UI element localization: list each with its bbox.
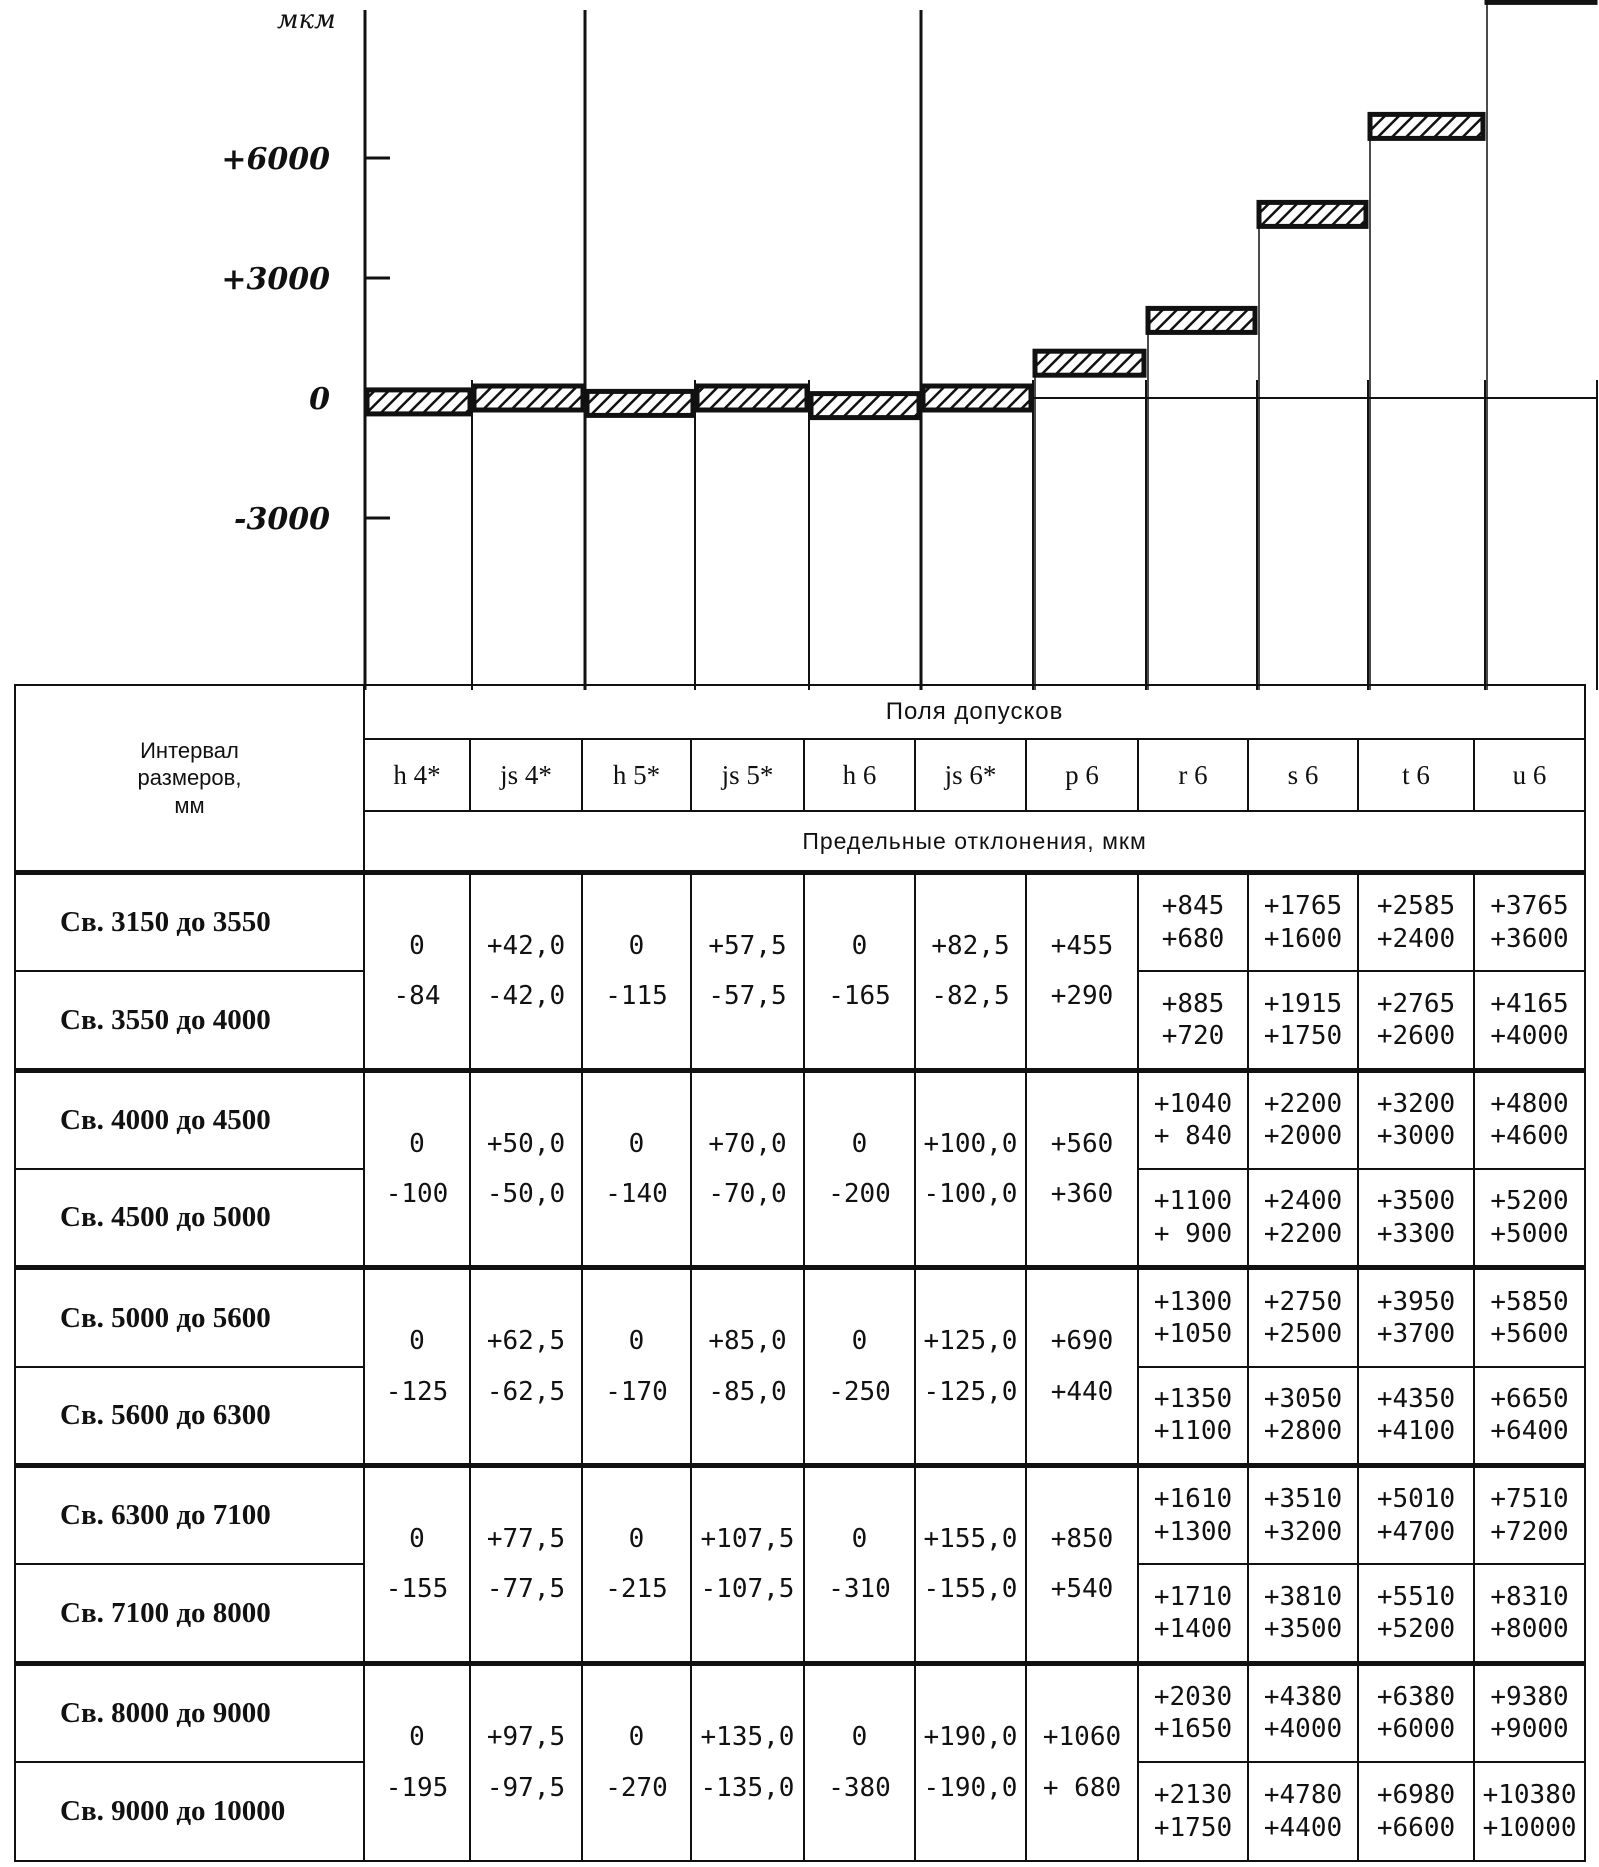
table-row [15, 873, 1585, 972]
lower-deviation: +7200 [1490, 1516, 1569, 1547]
upper-deviation: +1300 [1153, 1286, 1233, 1317]
deviation-cell [364, 1663, 470, 1861]
deviation-cell [1474, 1663, 1585, 1762]
deviation-cell [1358, 873, 1474, 972]
upper-deviation: +2765 [1376, 988, 1456, 1019]
deviation-cell [364, 1268, 470, 1466]
size-interval-cell: Св. 5600 до 6300 [15, 1367, 364, 1466]
tolerance-bar-u6 [1487, 0, 1595, 2]
deviation-cell [364, 873, 470, 1071]
upper-deviation: +1610 [1153, 1484, 1233, 1515]
upper-deviation: +190,0 [923, 1722, 1018, 1753]
deviation-cell [691, 1663, 804, 1861]
upper-deviation: 0 [409, 1128, 425, 1159]
lower-deviation: -77,5 [486, 1574, 566, 1605]
lower-deviation: +5200 [1376, 1614, 1456, 1645]
size-interval-cell: Св. 3550 до 4000 [15, 971, 364, 1070]
upper-deviation: +1915 [1263, 988, 1343, 1019]
tolerance-bar-h6 [811, 394, 919, 418]
upper-deviation: +125,0 [923, 1326, 1018, 1357]
lower-deviation: +1100 [1153, 1416, 1233, 1447]
upper-deviation: +50,0 [486, 1128, 566, 1159]
lower-deviation: +2000 [1263, 1121, 1343, 1152]
upper-deviation: +6980 [1376, 1780, 1456, 1811]
deviation-cell [1026, 1070, 1138, 1268]
deviation-cell [804, 1466, 915, 1664]
column-header-js6: js 6* [915, 739, 1026, 811]
deviation-cell [582, 1663, 691, 1861]
tolerance-bars [367, 0, 1595, 690]
interval-header-line: размеров, [137, 765, 242, 791]
lower-deviation: -140 [605, 1179, 668, 1210]
lower-deviation: -200 [828, 1179, 891, 1210]
upper-deviation: +1060 [1042, 1722, 1122, 1753]
column-header-s6: s 6 [1248, 739, 1358, 811]
deviation-cell [1138, 1564, 1248, 1663]
upper-deviation: +455 [1050, 930, 1114, 961]
deviation-cell [470, 1070, 582, 1268]
upper-deviation: 0 [628, 1523, 645, 1554]
lower-deviation: +2400 [1376, 923, 1456, 954]
deviation-cell [1358, 1564, 1474, 1663]
deviation-cell [1358, 1070, 1474, 1169]
size-interval-cell: Св. 3150 до 3550 [15, 873, 364, 972]
deviation-cell [691, 1466, 804, 1664]
interval-header-line: мм [174, 792, 205, 818]
upper-deviation: +3950 [1376, 1286, 1456, 1317]
lower-deviation: -310 [828, 1574, 891, 1605]
y-tick-label: 0 [309, 382, 330, 417]
deviation-cell [1138, 971, 1248, 1070]
lower-deviation: -135,0 [700, 1772, 795, 1803]
upper-deviation: +5200 [1490, 1186, 1569, 1217]
upper-deviation: 0 [851, 1128, 868, 1159]
deviation-cell [1358, 1663, 1474, 1762]
deviation-cell [1248, 1466, 1358, 1565]
lower-deviation: +2600 [1376, 1021, 1456, 1052]
lower-deviation: -85,0 [708, 1376, 787, 1407]
upper-deviation: +3510 [1263, 1484, 1343, 1515]
deviation-cell [1358, 971, 1474, 1070]
upper-deviation: +3765 [1490, 891, 1569, 922]
deviation-cell [364, 1070, 470, 1268]
lower-deviation: +1750 [1153, 1812, 1233, 1843]
deviation-cell [582, 873, 691, 1071]
upper-deviation: +5850 [1490, 1286, 1569, 1317]
deviation-cell [582, 1466, 691, 1664]
lower-deviation: +6000 [1376, 1714, 1456, 1745]
deviation-cell [1248, 1367, 1358, 1466]
tolerance-table [14, 684, 1586, 1862]
tolerance-bar-js4 [474, 386, 583, 410]
upper-deviation: 0 [409, 1722, 425, 1753]
lower-deviation: -155 [385, 1574, 449, 1605]
upper-deviation: +4350 [1376, 1383, 1456, 1414]
upper-deviation: +1710 [1153, 1581, 1233, 1612]
lower-deviation: +290 [1050, 981, 1114, 1012]
deviation-cell [1138, 1169, 1248, 1268]
table-row [15, 1466, 1585, 1565]
upper-deviation: 0 [628, 930, 645, 961]
column-header-h4: h 4* [364, 739, 470, 811]
lower-deviation: +3500 [1263, 1614, 1343, 1645]
lower-deviation: +9000 [1490, 1714, 1569, 1745]
lower-deviation: -70,0 [708, 1179, 787, 1210]
tolerance-bar-h4 [367, 390, 470, 414]
lower-deviation: +4000 [1490, 1021, 1569, 1052]
upper-deviation: +82,5 [931, 930, 1010, 961]
y-tick-label: +3000 [221, 262, 330, 297]
lower-deviation: +3700 [1376, 1319, 1456, 1350]
upper-deviation: +6650 [1490, 1383, 1569, 1414]
upper-deviation: 0 [851, 930, 868, 961]
lower-deviation: +8000 [1490, 1614, 1569, 1645]
deviation-cell [691, 1070, 804, 1268]
lower-deviation: +5000 [1490, 1218, 1569, 1249]
size-interval-cell: Св. 8000 до 9000 [15, 1663, 364, 1762]
tolerance-bar-js5 [697, 386, 807, 410]
lower-deviation: -42,0 [486, 981, 566, 1012]
deviation-cell [1358, 1466, 1474, 1565]
tolerance-bar-h5 [587, 391, 693, 415]
lower-deviation: -97,5 [486, 1772, 566, 1803]
deviation-cell [915, 1663, 1026, 1861]
deviation-cell [1358, 1367, 1474, 1466]
lower-deviation: -100 [385, 1179, 449, 1210]
upper-deviation: +3810 [1263, 1581, 1343, 1612]
upper-deviation: 0 [851, 1523, 868, 1554]
upper-deviation: +1350 [1153, 1383, 1233, 1414]
deviation-cell [1138, 1367, 1248, 1466]
upper-deviation: +97,5 [486, 1722, 566, 1753]
tolerance-bar-js6 [923, 386, 1031, 410]
lower-deviation: -170 [605, 1376, 668, 1407]
lower-deviation: -250 [828, 1376, 891, 1407]
deviation-cell [915, 1268, 1026, 1466]
tolerance-fields-header: Поля допусков [364, 685, 1585, 739]
upper-deviation: 0 [628, 1326, 645, 1357]
deviation-cell [1358, 1762, 1474, 1861]
upper-deviation: +8310 [1490, 1581, 1569, 1612]
interval-header [15, 685, 364, 873]
column-header-h5: h 5* [582, 739, 691, 811]
lower-deviation: +1050 [1153, 1319, 1233, 1350]
lower-deviation: -125 [385, 1376, 449, 1407]
lower-deviation: +1600 [1263, 923, 1343, 954]
deviation-cell [1474, 1268, 1585, 1367]
lower-deviation: +6400 [1490, 1416, 1569, 1447]
size-interval-cell: Св. 6300 до 7100 [15, 1466, 364, 1565]
deviation-cell [1358, 1268, 1474, 1367]
lower-deviation: +2800 [1263, 1416, 1343, 1447]
lower-deviation: +1400 [1153, 1614, 1233, 1645]
deviation-cell [915, 873, 1026, 1071]
tolerance-field-chart [0, 0, 1599, 690]
upper-deviation: +1765 [1263, 891, 1343, 922]
lower-deviation: -380 [828, 1772, 891, 1803]
upper-deviation: 0 [851, 1722, 868, 1753]
upper-deviation: +690 [1050, 1326, 1114, 1357]
column-header-t6: t 6 [1358, 739, 1474, 811]
deviation-cell [1248, 1169, 1358, 1268]
deviation-cell [1358, 1169, 1474, 1268]
upper-deviation: +2130 [1153, 1780, 1233, 1811]
column-header-u6: u 6 [1474, 739, 1585, 811]
upper-deviation: +5010 [1376, 1484, 1456, 1515]
deviation-cell [691, 873, 804, 1071]
lower-deviation: +720 [1161, 1021, 1225, 1052]
lower-deviation: +3000 [1376, 1121, 1456, 1152]
deviation-cell [582, 1070, 691, 1268]
lower-deviation: +3200 [1263, 1516, 1343, 1547]
tolerance-bar-t6 [1370, 114, 1483, 138]
deviation-cell [1248, 873, 1358, 972]
lower-deviation: +5600 [1490, 1319, 1569, 1350]
deviation-cell [1026, 1663, 1138, 1861]
upper-deviation: +9380 [1490, 1681, 1569, 1712]
deviation-cell [804, 873, 915, 1071]
tolerance-bar-r6 [1148, 308, 1255, 332]
upper-deviation: +3200 [1376, 1088, 1456, 1119]
tolerance-bar-p6 [1035, 351, 1144, 375]
size-interval-cell: Св. 4000 до 4500 [15, 1070, 364, 1169]
lower-deviation: -215 [605, 1574, 668, 1605]
deviation-cell [1248, 1663, 1358, 1762]
deviation-cell [470, 1663, 582, 1861]
upper-deviation: +560 [1050, 1128, 1114, 1159]
upper-deviation: +4165 [1490, 988, 1569, 1019]
deviation-cell [1474, 1564, 1585, 1663]
size-interval-cell: Св. 7100 до 8000 [15, 1564, 364, 1663]
upper-deviation: +107,5 [700, 1523, 795, 1554]
lower-deviation: -82,5 [931, 981, 1010, 1012]
upper-deviation: +4780 [1263, 1780, 1343, 1811]
upper-deviation: +77,5 [486, 1523, 566, 1554]
interval-header-line: Интервал [140, 737, 239, 763]
lower-deviation: +4700 [1376, 1516, 1456, 1547]
lower-deviation: +6600 [1376, 1812, 1456, 1843]
upper-deviation: +4800 [1490, 1088, 1569, 1119]
table-row [15, 1268, 1585, 1367]
deviation-cell [1138, 1466, 1248, 1565]
size-interval-cell: Св. 9000 до 10000 [15, 1762, 364, 1861]
upper-deviation: +70,0 [708, 1128, 787, 1159]
upper-deviation: +2400 [1263, 1186, 1343, 1217]
y-tick-label: +6000 [221, 142, 330, 177]
lower-deviation: -165 [828, 981, 891, 1012]
deviation-cell [1474, 1762, 1585, 1861]
y-tick-label: -3000 [234, 502, 330, 537]
upper-deviation: +85,0 [708, 1326, 787, 1357]
lower-deviation: +360 [1050, 1179, 1114, 1210]
lower-deviation: + 840 [1153, 1121, 1233, 1152]
column-header-r6: r 6 [1138, 739, 1248, 811]
upper-deviation: +1100 [1153, 1186, 1233, 1217]
lower-deviation: +440 [1050, 1376, 1114, 1407]
deviation-cell [364, 1466, 470, 1664]
lower-deviation: +2500 [1263, 1319, 1343, 1350]
upper-deviation: +62,5 [486, 1326, 566, 1357]
upper-deviation: +6380 [1376, 1681, 1456, 1712]
upper-deviation: +4380 [1263, 1681, 1343, 1712]
upper-deviation: 0 [409, 1523, 425, 1554]
deviation-cell [915, 1070, 1026, 1268]
upper-deviation: +42,0 [486, 930, 566, 961]
deviation-cell [1138, 1762, 1248, 1861]
deviation-cell [1248, 1762, 1358, 1861]
lower-deviation: + 900 [1153, 1218, 1233, 1249]
tolerance-bar-s6 [1259, 202, 1366, 226]
upper-deviation: +2585 [1376, 891, 1456, 922]
size-interval-cell: Св. 5000 до 5600 [15, 1268, 364, 1367]
upper-deviation: +2030 [1153, 1681, 1233, 1712]
column-header-p6: p 6 [1026, 739, 1138, 811]
deviation-cell [1138, 1268, 1248, 1367]
deviation-cell [1474, 1070, 1585, 1169]
deviation-cell [1138, 1663, 1248, 1762]
deviation-cell [1026, 1466, 1138, 1664]
deviation-cell [470, 1268, 582, 1466]
upper-deviation: 0 [851, 1326, 868, 1357]
lower-deviation: -195 [385, 1772, 449, 1803]
column-header-js5: js 5* [691, 739, 804, 811]
lower-deviation: -57,5 [708, 981, 787, 1012]
upper-deviation: 0 [409, 1326, 425, 1357]
lower-deviation: -115 [605, 981, 668, 1012]
deviation-cell [804, 1663, 915, 1861]
upper-deviation: +7510 [1490, 1484, 1569, 1515]
y-axis-unit-label: мкм [277, 5, 336, 35]
deviation-cell [915, 1466, 1026, 1664]
lower-deviation: -125,0 [923, 1376, 1018, 1407]
table-row [15, 1663, 1585, 1762]
upper-deviation: +5510 [1376, 1581, 1456, 1612]
upper-deviation: +2200 [1263, 1088, 1343, 1119]
lower-deviation: -84 [393, 981, 441, 1012]
upper-deviation: +3050 [1263, 1383, 1343, 1414]
lower-deviation: -62,5 [486, 1376, 566, 1407]
lower-deviation: +3300 [1376, 1218, 1456, 1249]
deviation-cell [1248, 971, 1358, 1070]
upper-deviation: +135,0 [700, 1722, 795, 1753]
lower-deviation: +680 [1161, 923, 1225, 954]
upper-deviation: +845 [1161, 891, 1225, 922]
lower-deviation: +4100 [1376, 1416, 1456, 1447]
upper-deviation: +155,0 [923, 1523, 1018, 1554]
deviation-cell [1474, 1466, 1585, 1565]
lower-deviation: + 680 [1042, 1772, 1122, 1803]
lower-deviation: +3600 [1490, 923, 1569, 954]
lower-deviation: +4600 [1490, 1121, 1569, 1152]
lower-deviation: -107,5 [700, 1574, 795, 1605]
lower-deviation: +1750 [1263, 1021, 1343, 1052]
lower-deviation: +1650 [1153, 1714, 1233, 1745]
deviation-cell [1026, 873, 1138, 1071]
upper-deviation: 0 [628, 1722, 645, 1753]
deviation-cell [1474, 1169, 1585, 1268]
upper-deviation: +10380 [1482, 1780, 1577, 1811]
deviation-cell [691, 1268, 804, 1466]
lower-deviation: +4400 [1263, 1812, 1343, 1843]
lower-deviation: +10000 [1482, 1812, 1577, 1843]
lower-deviation: +1300 [1153, 1516, 1233, 1547]
deviation-cell [470, 1466, 582, 1664]
deviations-header: Предельные отклонения, мкм [364, 811, 1585, 873]
lower-deviation: -50,0 [486, 1179, 566, 1210]
deviation-cell [1248, 1268, 1358, 1367]
lower-deviation: -190,0 [923, 1772, 1018, 1803]
upper-deviation: +850 [1050, 1523, 1114, 1554]
deviation-cell [1474, 971, 1585, 1070]
deviation-cell [804, 1070, 915, 1268]
deviation-cell [470, 873, 582, 1071]
upper-deviation: 0 [409, 930, 425, 961]
lower-deviation: -100,0 [923, 1179, 1018, 1210]
upper-deviation: +2750 [1263, 1286, 1343, 1317]
deviation-cell [804, 1268, 915, 1466]
deviation-cell [582, 1268, 691, 1466]
deviation-cell [1138, 873, 1248, 972]
lower-deviation: -270 [605, 1772, 668, 1803]
size-interval-cell: Св. 4500 до 5000 [15, 1169, 364, 1268]
lower-deviation: -155,0 [923, 1574, 1018, 1605]
upper-deviation: +885 [1161, 988, 1225, 1019]
lower-deviation: +540 [1050, 1574, 1114, 1605]
upper-deviation: +100,0 [923, 1128, 1018, 1159]
upper-deviation: 0 [628, 1128, 645, 1159]
column-header-h6: h 6 [804, 739, 915, 811]
upper-deviation: +57,5 [708, 930, 787, 961]
upper-deviation: +1040 [1153, 1088, 1233, 1119]
upper-deviation: +3500 [1376, 1186, 1456, 1217]
table-row [15, 1070, 1585, 1169]
deviation-cell [1248, 1070, 1358, 1169]
lower-deviation: +4000 [1263, 1714, 1343, 1745]
deviation-cell [1138, 1070, 1248, 1169]
deviation-cell [1474, 1367, 1585, 1466]
column-header-js4: js 4* [470, 739, 582, 811]
deviation-cell [1474, 873, 1585, 972]
lower-deviation: +2200 [1263, 1218, 1343, 1249]
deviation-cell [1026, 1268, 1138, 1466]
deviation-cell [1248, 1564, 1358, 1663]
